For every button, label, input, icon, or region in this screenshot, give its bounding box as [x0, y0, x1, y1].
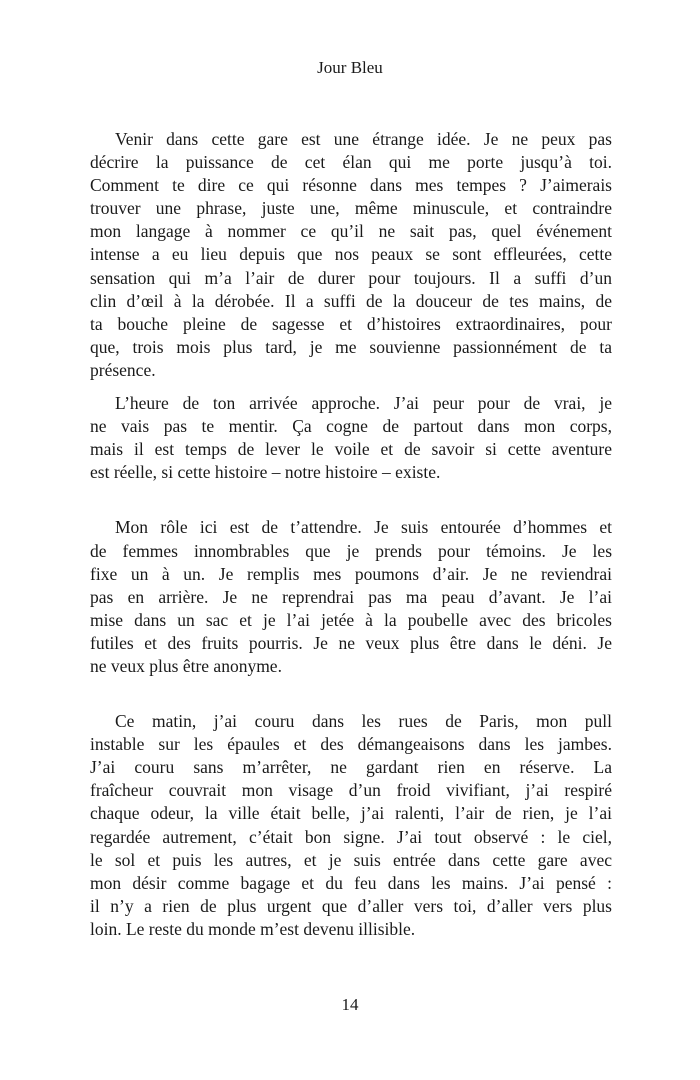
text-line: Venir dans cette gare est une étrange idée. Je ne peux pas: [115, 129, 612, 149]
text-line: Comment te dire ce qui résonne dans mes tempes ? J’aimerais: [90, 175, 612, 196]
text-line: le sol et puis les autres, et je suis entrée dans cette gare avec: [90, 849, 612, 870]
text-line: futiles et des fruits pourris. Je ne veux plus être dans le déni. Je: [90, 632, 612, 653]
text-line: mise dans un sac et je l’ai jetée à la poubelle avec des bricoles: [90, 609, 612, 630]
text-line: trouver une phrase, juste une, même minuscule, et contraindre: [90, 198, 612, 219]
text-line: Mon rôle ici est de t’attendre. Je suis entourée d’hommes et: [115, 517, 612, 538]
text-line: ne vais pas te mentir. Ça cogne de partout dans mon corps,: [90, 416, 612, 437]
paragraph: [90, 710, 612, 941]
running-head-title: Jour Bleu: [317, 58, 383, 77]
text-line: instable sur les épaules et des démangeaisons dans les jambes.: [90, 734, 612, 755]
text-line: mais il est temps de lever le voile et de savoir si cette aventure: [90, 439, 612, 460]
text-line: pas en arrière. Je ne reprendrai pas ma peau d’avant. Je l’ai: [90, 586, 612, 607]
paragraph: [90, 516, 612, 678]
paragraph: [90, 128, 612, 382]
text-line: ne veux plus être anonyme.: [90, 655, 282, 676]
text-line: loin. Le reste du monde m’est devenu illisible.: [90, 918, 416, 939]
text-line: regardée autrement, c’était bon signe. J’ai tout observé : le ciel,: [90, 826, 612, 847]
text-line: mon langage à nommer ce qu’il ne sait pas, quel événement: [90, 221, 612, 242]
text-line: fixe un à un. Je remplis mes poumons d’air. Je ne reviendrai: [90, 563, 612, 584]
text-line: fraîcheur couvrait mon visage d’un froid vivifiant, j’ai respiré: [90, 780, 612, 801]
text-line: ta bouche pleine de sagesse et d’histoires extraordinaires, pour: [90, 313, 612, 334]
text-line: intense a eu lieu depuis que nos peaux se sont effleurées, cette: [90, 244, 612, 265]
text-line: de femmes innombrables que je prends pour témoins. Je les: [90, 540, 612, 561]
page-number: 14: [341, 995, 359, 1014]
text-line: est réelle, si cette histoire – notre histoire – existe.: [90, 462, 441, 483]
text-line: que, trois mois plus tard, je me souvienne passionnément de ta: [90, 336, 612, 357]
text-line: Ce matin, j’ai couru dans les rues de Paris, mon pull: [115, 711, 612, 732]
text-line: chaque odeur, la ville était belle, j’ai ralenti, l’air de rien, je l’ai: [90, 803, 612, 824]
text-line: mon désir comme bagage et du feu dans les mains. J’ai pensé :: [90, 872, 612, 893]
text-line: il n’y a rien de plus urgent que d’aller vers toi, d’aller vers plus: [90, 895, 612, 916]
text-line: décrire la puissance de cet élan qui me porte jusqu’à toi.: [90, 152, 612, 173]
text-line: sensation qui m’a l’air de durer pour toujours. Il a suffi d’un: [90, 267, 612, 288]
text-line: J’ai couru sans m’arrêter, ne gardant rien en réserve. La: [90, 757, 612, 778]
paragraph: [90, 392, 612, 484]
body-text: [90, 128, 612, 941]
text-line: présence.: [90, 359, 156, 380]
text-line: L’heure de ton arrivée approche. J’ai peur pour de vrai, je: [115, 393, 612, 414]
text-line: clin d’œil à la dérobée. Il a suffi de la douceur de tes mains, de: [90, 290, 612, 311]
